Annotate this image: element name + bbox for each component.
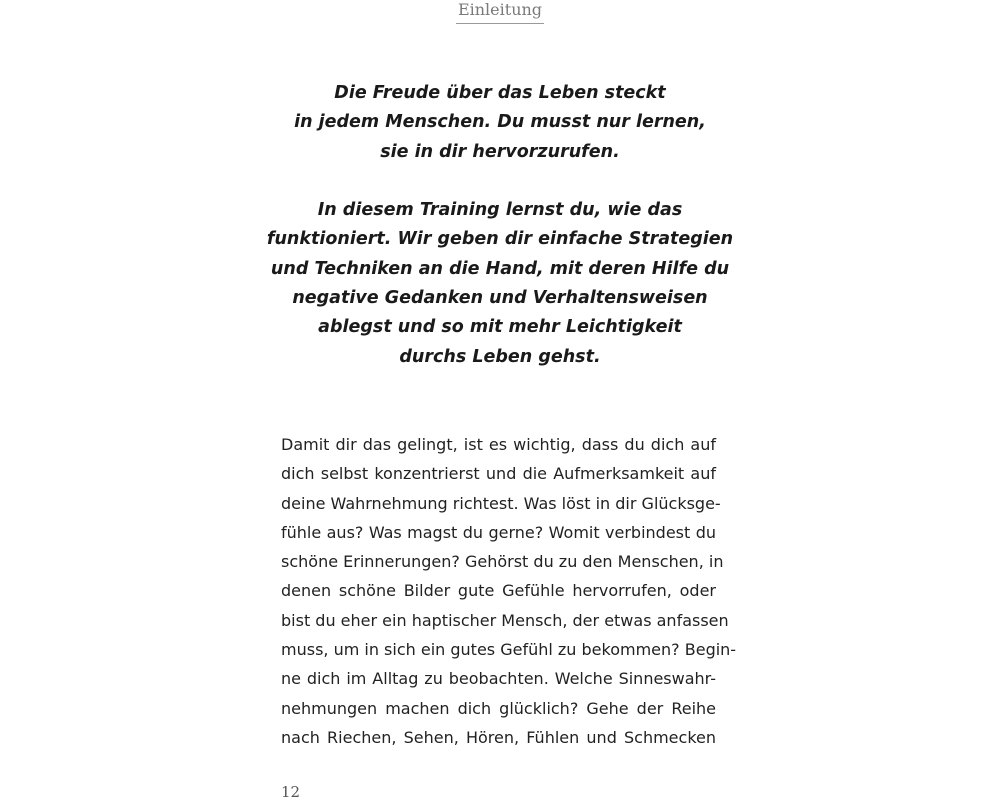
quote-line: durchs Leben gehst. <box>399 346 601 367</box>
body-line: schöne Erinnerungen? Gehörst du zu den Menschen, in <box>281 552 724 572</box>
quote-line: ablegst und so mit mehr Leichtigkeit <box>318 317 682 338</box>
body-line: denen schöne Bilder gute Gefühle hervorrufen, oder <box>281 581 716 601</box>
quote-line: Die Freude über das Leben steckt <box>334 83 666 103</box>
quote-line: in jedem Menschen. Du musst nur lernen, <box>294 112 706 133</box>
body-line: Damit dir das gelingt, ist es wichtig, dass du dich auf <box>281 435 716 454</box>
body-line: nehmungen machen dich glücklich? Gehe der Reihe <box>281 698 716 718</box>
body-line: bist du eher ein haptischer Mensch, der etwas anfassen <box>281 610 729 630</box>
body-line: ne dich im Alltag zu beobachten. Welche Sinneswahr- <box>281 669 716 689</box>
quote-line: In diesem Training lernst du, wie das <box>317 200 683 221</box>
body-line: fühle aus? Was magst du gerne? Womit verbindest du <box>281 522 716 542</box>
body-line: deine Wahrnehmung richtest. Was löst in dir Glücksge- <box>281 493 721 513</box>
quote-line: funktioniert. Wir geben dir einfache Strategien <box>266 229 734 250</box>
quote-paragraph-gap <box>250 167 750 196</box>
body-line: muss, um in sich ein gutes Gefühl zu bekommen? Begin- <box>281 640 737 660</box>
body-line: nach Riechen, Sehen, Hören, Fühlen und Schmecken <box>281 727 716 747</box>
running-header <box>0 0 1000 24</box>
quote-line: sie in dir hervorzurufen. <box>380 141 620 162</box>
intro-quote <box>250 79 750 372</box>
running-title: Einleitung <box>456 0 544 24</box>
quote-line: negative Gedanken und Verhaltensweisen <box>292 288 708 309</box>
quote-line: und Techniken an die Hand, mit deren Hilfe du <box>270 258 730 279</box>
page-number: 12 <box>281 783 301 801</box>
body-line: dich selbst konzentrierst und die Aufmerksamkeit auf <box>281 464 716 484</box>
body-paragraph <box>281 430 737 752</box>
